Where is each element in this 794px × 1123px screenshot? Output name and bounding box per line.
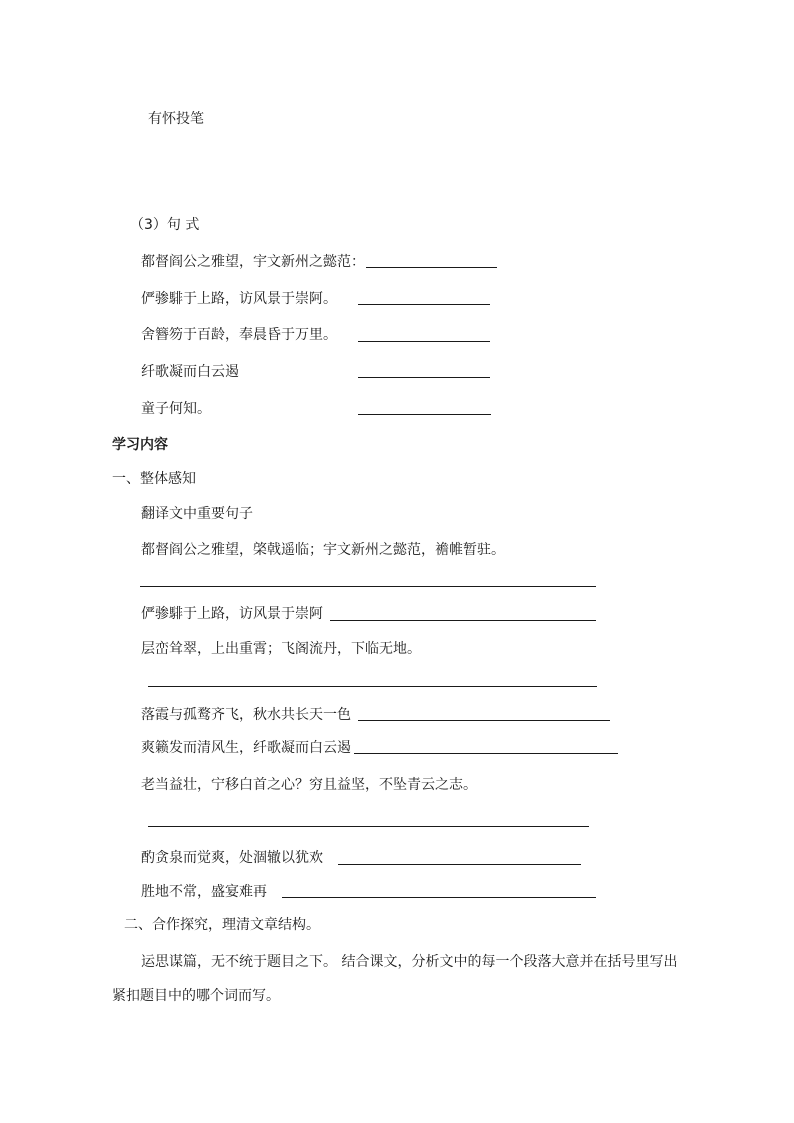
answer-blank[interactable] [148, 686, 597, 687]
paragraph-text: 运思谋篇，无不统于题目之下。 结合课文，分析文中的每一个段落大意并在括号里写出 [141, 954, 678, 970]
answer-blank[interactable] [358, 341, 490, 342]
text-line: 童子何知。 [141, 401, 211, 417]
answer-blank[interactable] [338, 864, 581, 865]
text-line: 有怀投笔 [148, 111, 204, 127]
section-heading-sentence-patterns: （3）句 式 [130, 217, 200, 233]
text-line: 酌贪泉而觉爽，处涸辙以犹欢 [141, 850, 323, 866]
answer-blank[interactable] [358, 414, 491, 415]
text-line: 胜地不常，盛宴难再 [141, 884, 267, 900]
answer-blank[interactable] [148, 826, 589, 827]
text-line: 俨骖騑于上路，访风景于崇阿。 [141, 291, 337, 307]
section-title-learning-content: 学习内容 [112, 437, 168, 453]
answer-blank[interactable] [358, 720, 610, 721]
text-line: 老当益壮，宁移白首之心？穷且益坚，不坠青云之志。 [141, 777, 477, 793]
answer-blank[interactable] [358, 377, 490, 378]
answer-blank[interactable] [330, 620, 596, 621]
answer-blank[interactable] [282, 897, 596, 898]
text-line: 舍簪笏于百龄，奉晨昏于万里。 [141, 327, 337, 343]
text-line: 层峦耸翠，上出重霄；飞阁流丹，下临无地。 [141, 641, 421, 657]
text-line: 爽籁发而清风生，纤歌凝而白云遏 [141, 740, 351, 756]
text-line: 纤歌凝而白云遏 [141, 364, 239, 380]
section-heading-cooperative-inquiry: 二、合作探究，理清文章结构。 [124, 917, 320, 933]
text-line: 俨骖騑于上路，访风景于崇阿 [141, 606, 323, 622]
section-heading-overall-perception: 一、整体感知 [112, 471, 196, 487]
answer-blank[interactable] [358, 304, 490, 305]
text-line: 落霞与孤鹜齐飞，秋水共长天一色 [141, 707, 351, 723]
answer-blank[interactable] [354, 753, 618, 754]
text-line: 都督阎公之雅望，宇文新州之懿范： [141, 254, 365, 270]
paragraph-text: 紧扣题目中的哪个词而写。 [112, 988, 280, 1004]
instruction-text: 翻译文中重要句子 [141, 506, 253, 522]
answer-blank[interactable] [366, 267, 497, 268]
text-line: 都督阎公之雅望，棨戟遥临；宇文新州之懿范，襜帷暂驻。 [141, 542, 505, 558]
answer-blank[interactable] [140, 586, 596, 587]
